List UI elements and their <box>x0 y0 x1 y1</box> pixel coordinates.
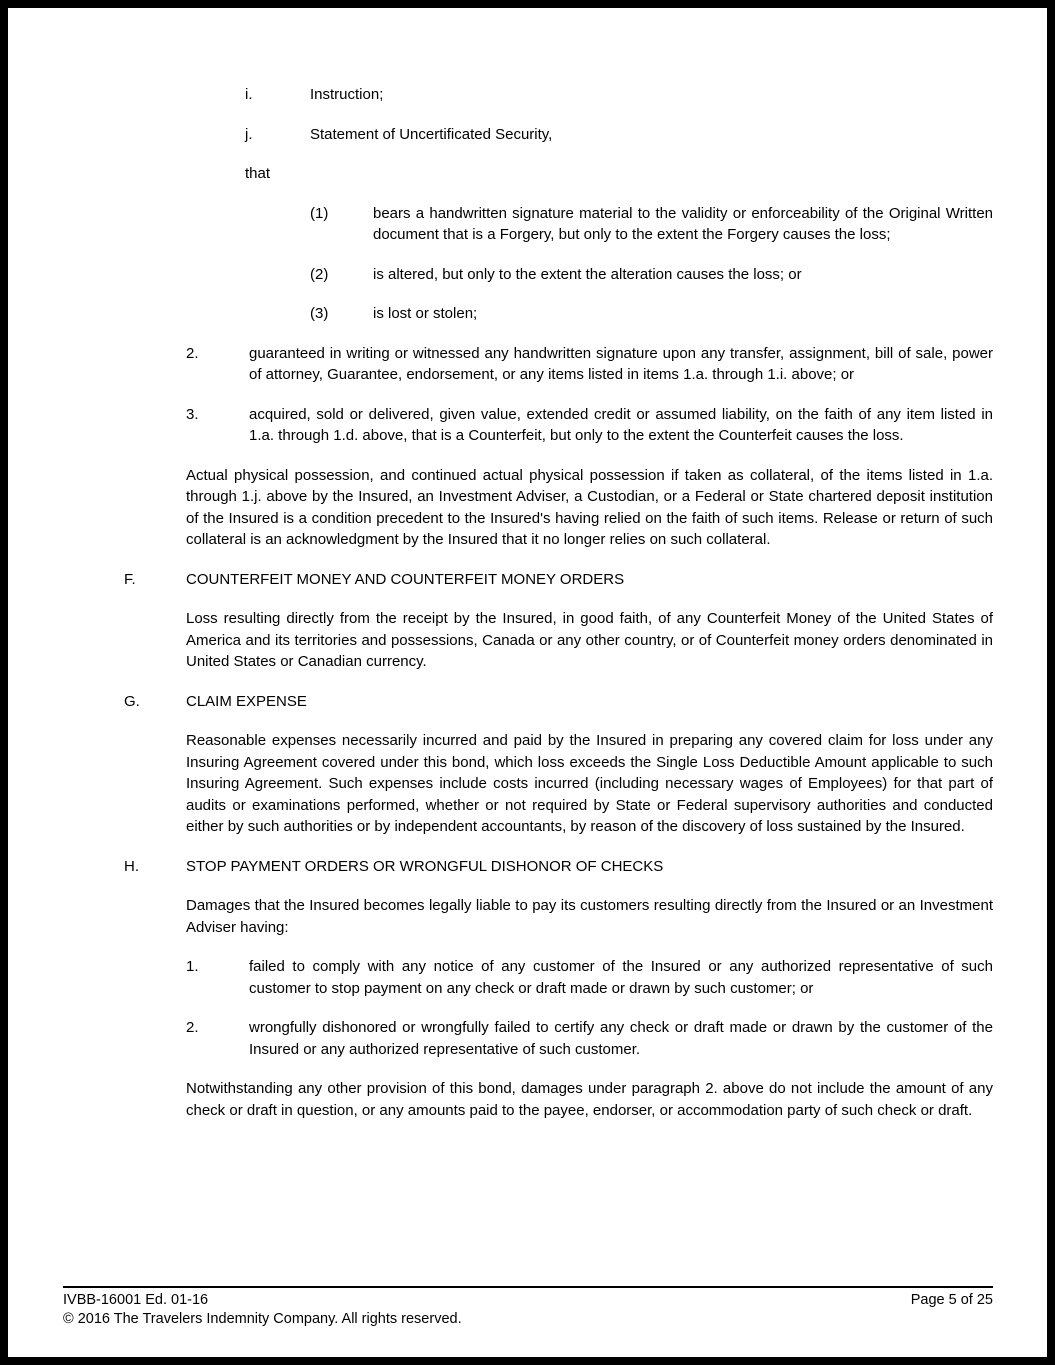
footer-line-1 <box>63 1291 993 1310</box>
list-marker: j. <box>245 125 253 143</box>
list-item <box>186 1017 993 1060</box>
list-item-text: Statement of Uncertificated Security, <box>310 125 553 143</box>
list-item-text: acquired, sold or delivered, given value, extended credit or assumed liability, on the faith of any item listed in 1.a. through 1.d. above, that is a Counterfeit, but only to the extent the Counterfeit causes the loss. <box>249 405 993 444</box>
paragraph: Notwithstanding any other provision of this bond, damages under paragraph 2. above do not include the amount of any check or draft in question, or any amounts paid to the payee, endorser, or accommodation party of such check or draft. <box>186 1080 993 1119</box>
list-item <box>186 404 993 447</box>
list-marker: (1) <box>310 204 329 222</box>
list-item <box>245 84 993 106</box>
heading-text: CLAIM EXPENSE <box>186 692 307 710</box>
section-heading <box>124 569 993 591</box>
list-marker: F. <box>124 570 136 588</box>
list-item-text: failed to comply with any notice of any customer of the Insured or any authorized representative of such customer to stop payment on any check or draft made or drawn by such customer; or <box>249 958 993 997</box>
paragraph: Actual physical possession, and continued actual physical possession if taken as collateral, of the items listed in 1.a. through 1.j. above by the Insured, an Investment Adviser, a Custodian, or a Federal or State chartered deposit institution of the Insured is a condition precedent to the Insured's having relied on the faith of such items. Release or return of such collateral is an acknowledgment by the Insured that it no longer relies on such collateral. <box>186 466 993 548</box>
section-heading <box>124 856 993 878</box>
list-item-text: guaranteed in writing or witnessed any handwritten signature upon any transfer, assignment, bill of sale, power of attorney, Guarantee, endorsement, or any items listed in items 1.a. through 1.i. above; or <box>249 344 993 383</box>
heading-text: COUNTERFEIT MONEY AND COUNTERFEIT MONEY ORDERS <box>186 570 625 588</box>
list-item <box>310 264 993 286</box>
list-marker: G. <box>124 692 140 710</box>
list-item-text: is lost or stolen; <box>373 305 478 322</box>
list-item-text: is altered, but only to the extent the alteration causes the loss; or <box>373 265 802 283</box>
list-marker: (2) <box>310 265 329 283</box>
paragraph: that <box>245 165 271 182</box>
list-marker: 2. <box>186 1019 199 1036</box>
footer-page-number: Page 5 of 25 <box>910 1292 993 1308</box>
list-marker: (3) <box>310 305 329 322</box>
paragraph: Reasonable expenses necessarily incurred and paid by the Insured in preparing any covered claim for loss under any Insuring Agreement covered under this bond, which loss exceeds the Single Loss Deductible Amount applicable to such Insuring Agreement. Such expenses include costs incurred (including necessary wages of Employees) for that part of audits or examinations performed, whether or not required by State or Federal supervisory authorities and conducted either by such authorities or by independent accountants, by reason of the discovery of loss sustained by the Insured. <box>186 732 993 835</box>
list-marker: H. <box>124 857 139 875</box>
list-item-text: Instruction; <box>310 86 384 103</box>
document-body <box>63 84 993 1139</box>
paragraph: Damages that the Insured becomes legally liable to pay its customers resulting directly from the Insured or an Investment Adviser having: <box>186 897 993 936</box>
list-marker: 1. <box>186 958 199 975</box>
heading-text: STOP PAYMENT ORDERS OR WRONGFUL DISHONOR OF CHECKS <box>186 857 664 875</box>
list-item-text: bears a handwritten signature material to the validity or enforceability of the Original Written document that is a Forgery, but only to the extent the Forgery causes the loss; <box>373 204 993 243</box>
footer-line-2 <box>63 1310 993 1329</box>
list-item <box>186 956 993 999</box>
list-item <box>186 343 993 386</box>
list-item <box>310 303 993 325</box>
footer-form-number: IVBB-16001 Ed. 01-16 <box>63 1292 209 1308</box>
page-footer <box>63 1286 993 1329</box>
paragraph: Loss resulting directly from the receipt by the Insured, in good faith, of any Counterfeit Money of the United States of America and its territories and possessions, Canada or any other country, or of Counterfeit money orders denominated in United States or Canadian currency. <box>186 610 993 670</box>
list-marker: 2. <box>186 344 199 362</box>
list-item <box>310 203 993 246</box>
list-marker: i. <box>245 86 253 103</box>
section-heading <box>124 691 993 713</box>
list-marker: 3. <box>186 405 199 423</box>
footer-copyright: © 2016 The Travelers Indemnity Company. All rights reserved. <box>63 1311 462 1327</box>
list-item <box>245 124 993 146</box>
list-item-text: wrongfully dishonored or wrongfully failed to certify any check or draft made or drawn by the customer of the Insured or any authorized representative of such customer. <box>249 1019 993 1058</box>
